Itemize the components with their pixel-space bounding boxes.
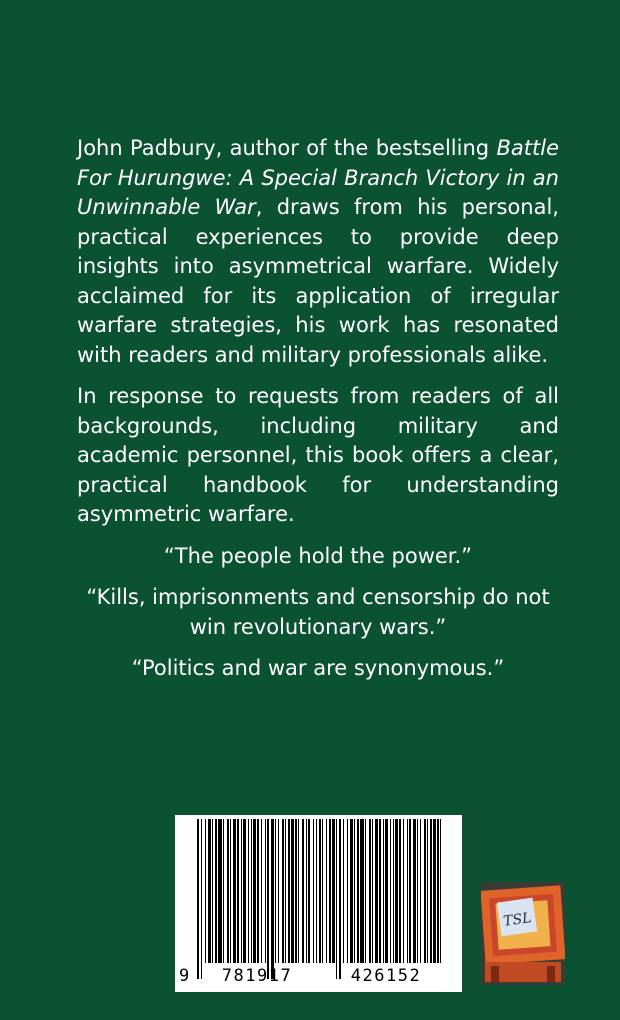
- barcode-bar: [267, 819, 269, 979]
- barcode-bar: [237, 819, 239, 963]
- barcode-bar: [372, 819, 373, 963]
- barcode-bar: [413, 819, 416, 963]
- barcode-bar: [319, 819, 321, 963]
- barcode-bar: [375, 819, 378, 963]
- barcode-bar: [241, 819, 242, 963]
- barcode-bar: [248, 819, 249, 963]
- back-cover-text: [77, 134, 559, 696]
- barcode-bar: [275, 819, 276, 963]
- author-paragraph: [77, 134, 559, 370]
- barcode-bar: [215, 819, 217, 963]
- barcode-bar: [433, 819, 436, 963]
- publisher-logo-graphic: [481, 882, 565, 985]
- barcode-digits-right: 426152: [350, 966, 422, 986]
- barcode-bar: [339, 819, 341, 979]
- barcode-bar: [291, 819, 294, 963]
- barcode-bar: [197, 819, 199, 979]
- barcode-bar: [298, 819, 299, 963]
- barcode-bar: [393, 819, 394, 963]
- barcode-bar: [440, 819, 441, 963]
- barcode-bar: [208, 819, 211, 963]
- purpose-paragraph: In response to requests from readers of all backgrounds, including military and academic personnel, this book offers a clear, practical handbook for understanding asymmetric warfare.: [77, 384, 559, 526]
- barcode-bar: [278, 819, 279, 963]
- barcode-bar: [257, 819, 259, 963]
- barcode-bar: [437, 819, 439, 963]
- barcode-bar: [218, 819, 222, 963]
- barcode-bar: [383, 819, 384, 963]
- barcode-bar: [399, 819, 401, 963]
- barcode-digit-first: 9: [179, 966, 190, 986]
- barcode-digits-left: 781917: [221, 966, 293, 986]
- publisher-logo: [481, 882, 565, 985]
- barcode-bar: [322, 819, 323, 963]
- author-paragraph-lead: John Padbury, author of the bestselling: [77, 136, 497, 160]
- barcode-bar: [379, 819, 381, 963]
- barcode-bar: [212, 819, 213, 963]
- barcode-bar: [288, 819, 290, 963]
- barcode-bar: [271, 819, 274, 979]
- barcode-bar: [265, 819, 266, 963]
- barcode-bars: [197, 819, 441, 979]
- isbn-barcode: [175, 815, 462, 992]
- barcode-bar: [369, 819, 371, 963]
- barcode-bar: [424, 819, 426, 963]
- barcode-bar: [347, 819, 348, 963]
- author-paragraph-rest: , draws from his personal, practical experiences to provide deep insights into asymmetrical warfare. Widely acclaimed for its application of irregular warfare strategies, his work has resonated with readers and military professionals alike.: [77, 195, 559, 367]
- barcode-bar: [227, 819, 229, 963]
- book-title: Battle For Hurungwe: A Special Branch Victory in an Unwinnable War: [77, 136, 559, 219]
- barcode-bar: [261, 819, 262, 963]
- quote-2: “Kills, imprisonments and censorship do not win revolutionary wars.”: [86, 585, 550, 639]
- barcode-bar: [417, 819, 418, 963]
- barcode-bar: [407, 819, 408, 963]
- barcode-bar: [243, 819, 246, 963]
- barcode-bar: [365, 819, 366, 963]
- quote-1: “The people hold the power.”: [163, 543, 473, 568]
- barcode-bar: [336, 819, 337, 979]
- barcode-bar: [357, 819, 359, 963]
- barcode-bar: [205, 819, 206, 963]
- barcode-bar: [350, 819, 353, 963]
- barcode-bar: [409, 819, 411, 963]
- barcode-bar: [251, 819, 252, 963]
- barcode-bar: [420, 819, 421, 963]
- barcode-bar: [313, 819, 314, 963]
- barcode-bar: [385, 819, 388, 963]
- barcode-bar: [427, 819, 428, 963]
- barcode-bar: [316, 819, 317, 963]
- quotes-list: [77, 542, 559, 684]
- barcode-bar: [282, 819, 284, 963]
- barcode-bar: [332, 819, 335, 963]
- barcode-bar: [403, 819, 404, 963]
- barcode-bar: [395, 819, 398, 963]
- barcode-graphic: [175, 815, 462, 992]
- barcode-bar: [302, 819, 304, 963]
- barcode-bar: [295, 819, 297, 963]
- quote-3: “Politics and war are synonymous.”: [131, 656, 505, 680]
- barcode-bar: [285, 819, 286, 963]
- barcode-bar: [306, 819, 307, 963]
- barcode-bar: [343, 819, 344, 963]
- barcode-bar: [308, 819, 310, 963]
- barcode-bar: [223, 819, 224, 963]
- barcode-bar: [329, 819, 331, 963]
- barcode-bar: [430, 819, 432, 963]
- barcode-bar: [390, 819, 391, 963]
- barcode-bar: [354, 819, 355, 963]
- publisher-logo-text: TSL: [502, 910, 533, 930]
- barcode-bar: [326, 819, 327, 963]
- barcode-bar: [233, 819, 236, 963]
- barcode-bar: [360, 819, 364, 963]
- barcode-bar: [230, 819, 231, 963]
- barcode-bar: [253, 819, 256, 963]
- barcode-bar: [201, 819, 202, 979]
